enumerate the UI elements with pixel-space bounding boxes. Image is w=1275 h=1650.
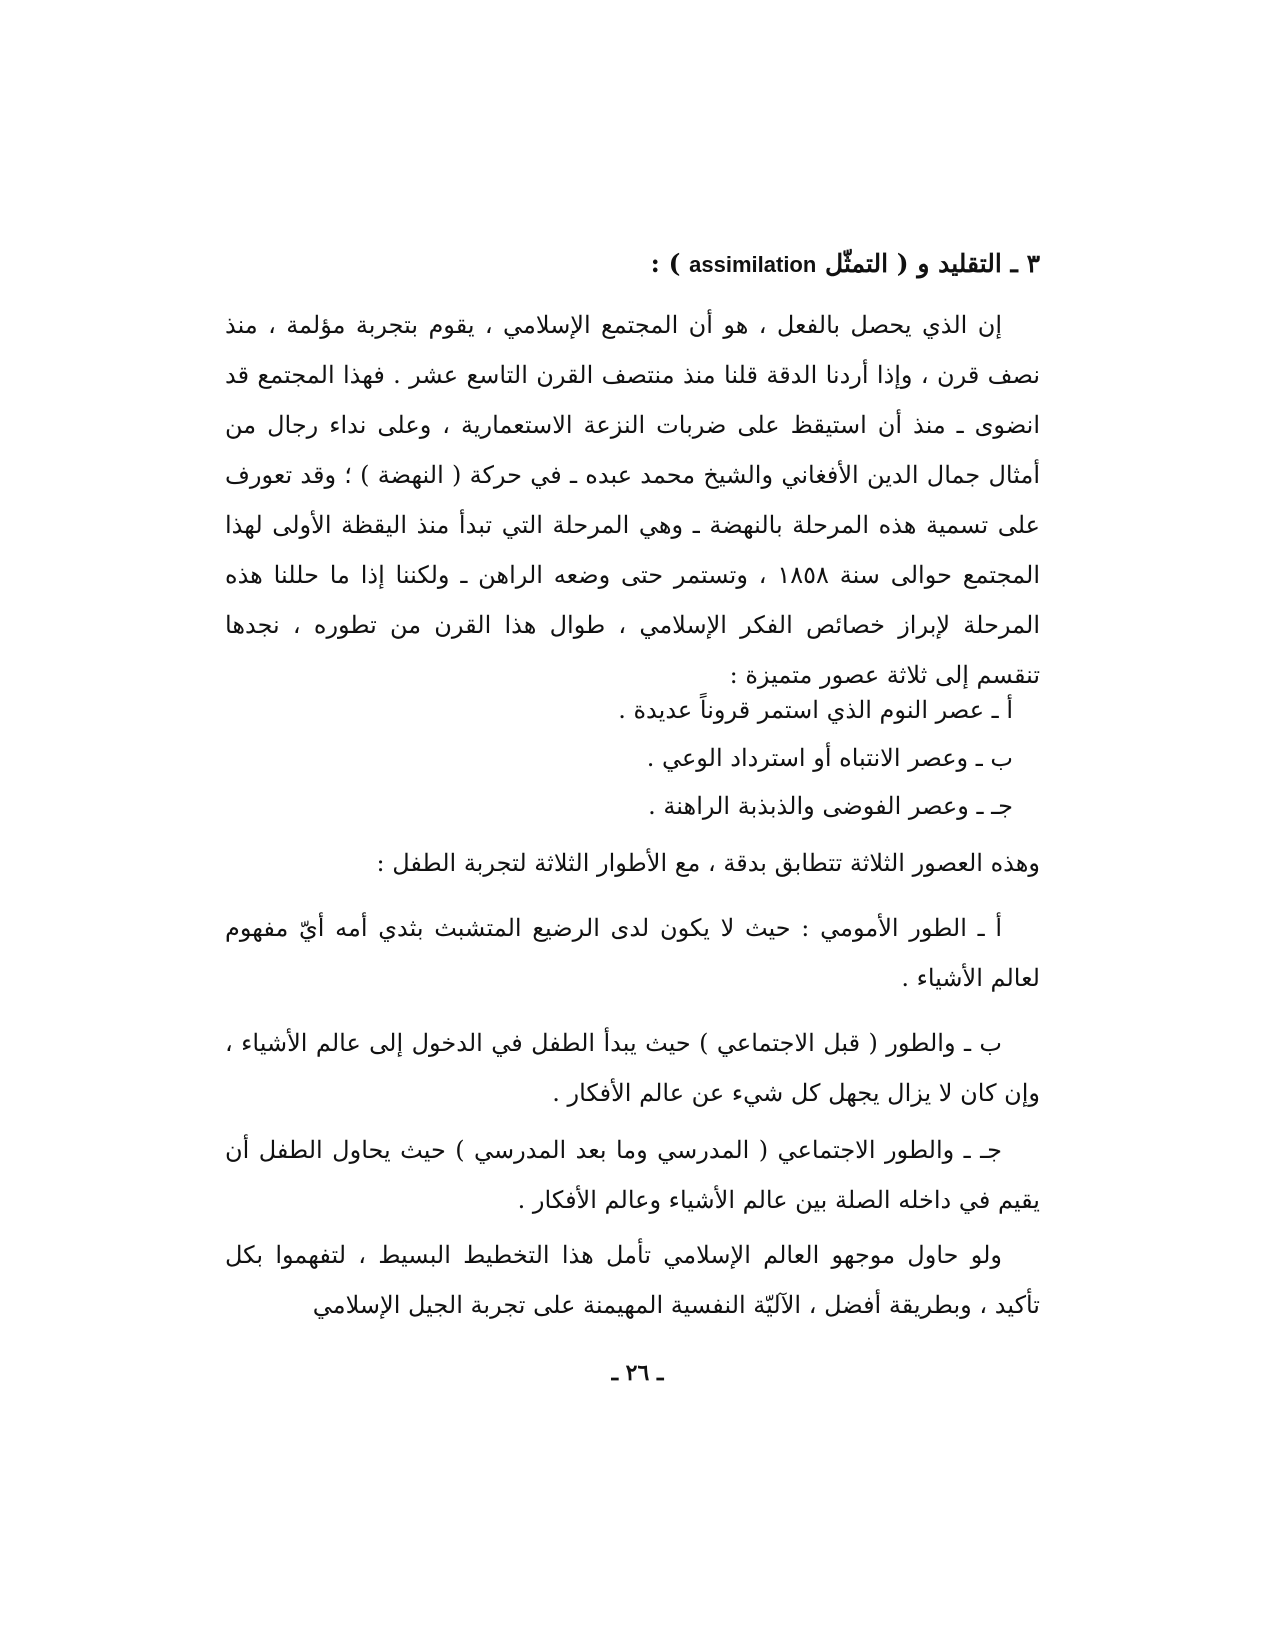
- closing-paragraph: ولو حاول موجهو العالم الإسلامي تأمل هذا التخطيط البسيط ، لتفهموا بكل تأكيد ، وبطريقة أفضل ، الآليّة النفسية المهيمنة على تجربة الجيل الإسلامي: [225, 1241, 1040, 1319]
- bridge-paragraph: وهذه العصور الثلاثة تتطابق بدقة ، مع الأطوار الثلاثة لتجربة الطفل :: [376, 849, 1040, 877]
- phase-paragraph-b: ب ـ والطور ( قبل الاجتماعي ) حيث يبدأ الطفل في الدخول إلى عالم الأشياء ، وإن كان لا يزال يجهل كل شيء عن عالم الأفكار .: [225, 1029, 1040, 1107]
- heading-text-part-1: التقليد و (: [896, 249, 1002, 278]
- heading-text-part-2: التمثّل: [825, 249, 889, 278]
- heading-latin-term: assimilation: [689, 252, 817, 277]
- era-item-c: جـ ـ وعصر الفوضى والذبذبة الراهنة .: [648, 792, 1013, 820]
- section-heading: [651, 244, 1040, 285]
- intro-paragraph: إن الذي يحصل بالفعل ، هو أن المجتمع الإسلامي ، يقوم بتجربة مؤلمة ، منذ نصف قرن ، وإذا أردنا الدقة قلنا منذ منتصف القرن التاسع عشر . فهذا المجتمع قد انضوى ـ منذ أن استيقظ على ضربات النزعة الاستعمارية ، وعلى نداء رجال من أمثال جمال الدين الأفغاني والشيخ محمد عبده ـ في حركة ( النهضة ) ؛ وقد تعورف على تسمية هذه المرحلة بالنهضة ـ وهي المرحلة التي تبدأ منذ اليقظة الأولى لهذا المجتمع حوالى سنة ١٨٥٨ ، وتستمر حتى وضعه الراهن ـ ولكننا إذا ما حللنا هذه المرحلة لإبراز خصائص الفكر الإسلامي ، طوال هذا القرن من تطوره ، نجدها تنقسم إلى ثلاثة عصور متميزة :: [225, 311, 1041, 689]
- era-item-a: أ ـ عصر النوم الذي استمر قروناً عديدة .: [618, 696, 1013, 724]
- phase-paragraph-c: جـ ـ والطور الاجتماعي ( المدرسي وما بعد المدرسي ) حيث يحاول الطفل أن يقيم في داخله الصلة بين عالم الأشياء وعالم الأفكار .: [225, 1136, 1040, 1214]
- era-item-b: ب ـ وعصر الانتباه أو استرداد الوعي .: [646, 744, 1013, 772]
- phase-paragraph-a: أ ـ الطور الأمومي : حيث لا يكون لدى الرضيع المتشبث بثدي أمه أيّ مفهوم لعالم الأشياء .: [225, 914, 1040, 992]
- heading-text-part-3: ) :: [650, 249, 681, 278]
- heading-number: ٣ ـ: [1010, 249, 1040, 278]
- page-number: ـ ٢٦ ـ: [611, 1360, 664, 1386]
